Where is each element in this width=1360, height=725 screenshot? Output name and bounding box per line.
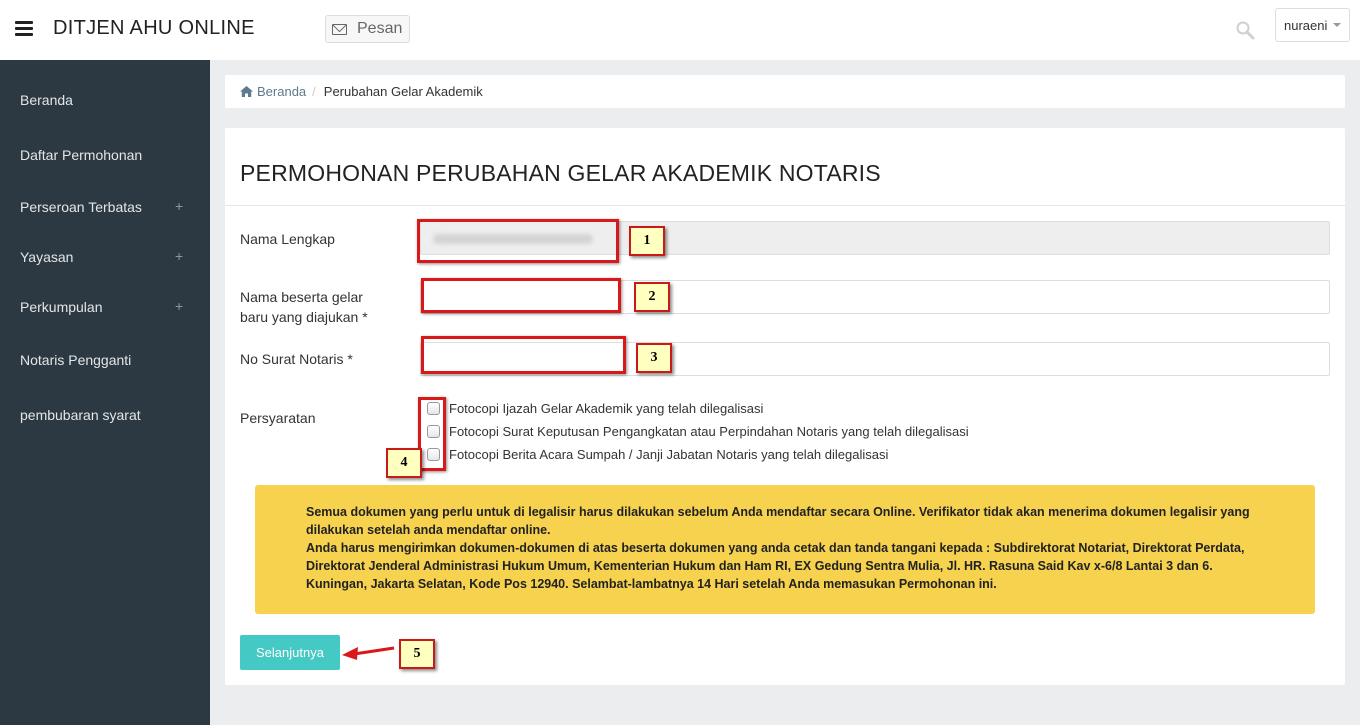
- expand-plus-icon[interactable]: +: [175, 298, 184, 314]
- nama-gelar-label: [240, 287, 368, 327]
- breadcrumb-separator: /: [312, 84, 316, 99]
- breadcrumb-current: Perubahan Gelar Akademik: [323, 84, 483, 99]
- sidebar-item-label: Beranda: [20, 92, 73, 108]
- sidebar-item-notaris-pengganti[interactable]: [0, 342, 210, 378]
- user-name: nuraeni: [1284, 17, 1328, 33]
- sidebar-item-beranda[interactable]: [0, 82, 210, 118]
- persyaratan-item-label: Fotocopi Ijazah Gelar Akademik yang telah dilegalisasi: [449, 401, 764, 416]
- notice-paragraph-2: Anda harus mengirimkan dokumen-dokumen di atas beserta dokumen yang anda cetak dan tanda tangani kepada : Subdirektorat Notariat, Direktorat Perdata, Direktorat Jenderal Administrasi Hukum Umum, Kementerian Hukum dan Ham RI, EX Gedung Sentra Mulia, Jl. HR. Rasuna Said Kav x-6/8 Lantai 3 dan 6. Kuningan, Jakarta Selatan, Kode Pos 12940. Selambat-lambatnya 14 Hari setelah Anda memasukan Permohonan ini.: [306, 541, 1245, 591]
- sidebar-item-daftar-permohonan[interactable]: [0, 137, 210, 173]
- arrow-left-icon: [340, 643, 396, 663]
- callout-1: 1: [629, 226, 665, 256]
- callout-3: 3: [636, 343, 672, 373]
- messages-button[interactable]: [325, 15, 410, 43]
- page-title: PERMOHONAN PERUBAHAN GELAR AKADEMIK NOTARIS: [240, 160, 881, 186]
- callout-5: 5: [399, 639, 435, 669]
- sidebar-item-label: pembubaran syarat: [20, 407, 141, 423]
- sidebar-item-label: Yayasan: [20, 249, 74, 265]
- persyaratan-item[interactable]: [427, 424, 969, 439]
- highlight-box-3: [421, 336, 626, 374]
- divider: [225, 205, 1345, 206]
- chevron-down-icon: [1333, 23, 1341, 27]
- sidebar-item-perkumpulan[interactable]: [0, 289, 210, 325]
- highlight-box-2: [421, 278, 621, 313]
- sidebar-item-perseroan-terbatas[interactable]: [0, 189, 210, 225]
- notice-box: [255, 485, 1315, 614]
- sidebar-item-label: Daftar Permohonan: [20, 147, 143, 163]
- nama-gelar-label-line2: baru yang diajukan *: [240, 309, 368, 325]
- breadcrumb-home-link[interactable]: Beranda: [257, 84, 307, 99]
- callout-4: 4: [386, 448, 422, 478]
- expand-plus-icon[interactable]: +: [175, 248, 184, 264]
- sidebar-item-label: Notaris Pengganti: [20, 352, 132, 368]
- persyaratan-item-label: Fotocopi Surat Keputusan Pengangkatan atau Perpindahan Notaris yang telah dilegalisasi: [449, 424, 969, 439]
- sidebar-item-pembubaran-syarat[interactable]: [0, 397, 210, 433]
- notice-paragraph-1: Semua dokumen yang perlu untuk di legalisir harus dilakukan sebelum Anda mendaftar secara Online. Verifikator tidak akan menerima dokumen legalisir yang dilakukan setelah anda mendaftar online.: [306, 505, 1250, 537]
- form-panel: [225, 128, 1345, 685]
- expand-plus-icon[interactable]: +: [175, 198, 184, 214]
- home-icon: [240, 86, 253, 97]
- sidebar: [0, 60, 210, 725]
- next-button[interactable]: Selanjutnya: [240, 635, 340, 670]
- nama-gelar-label-line1: Nama beserta gelar: [240, 289, 363, 305]
- nama-lengkap-label: Nama Lengkap: [240, 231, 335, 247]
- search-icon[interactable]: [1235, 20, 1255, 40]
- callout-2: 2: [634, 282, 670, 312]
- sidebar-item-label: Perkumpulan: [20, 299, 103, 315]
- no-surat-label: No Surat Notaris *: [240, 351, 353, 367]
- highlight-box-1: [417, 219, 619, 263]
- persyaratan-label: Persyaratan: [240, 410, 316, 426]
- persyaratan-item[interactable]: [427, 447, 888, 462]
- persyaratan-item-label: Fotocopi Berita Acara Sumpah / Janji Jabatan Notaris yang telah dilegalisasi: [449, 447, 889, 462]
- user-menu-dropdown[interactable]: [1275, 8, 1350, 42]
- highlight-box-4: [418, 397, 446, 471]
- hamburger-menu-icon[interactable]: [15, 21, 33, 37]
- messages-button-label: Pesan: [357, 20, 403, 37]
- envelope-icon: [332, 24, 347, 35]
- persyaratan-item[interactable]: [427, 401, 763, 416]
- top-navbar: [0, 0, 1360, 60]
- app-brand: DITJEN AHU ONLINE: [53, 17, 255, 39]
- sidebar-item-yayasan[interactable]: [0, 239, 210, 275]
- breadcrumb: [225, 75, 1345, 108]
- sidebar-item-label: Perseroan Terbatas: [20, 199, 142, 215]
